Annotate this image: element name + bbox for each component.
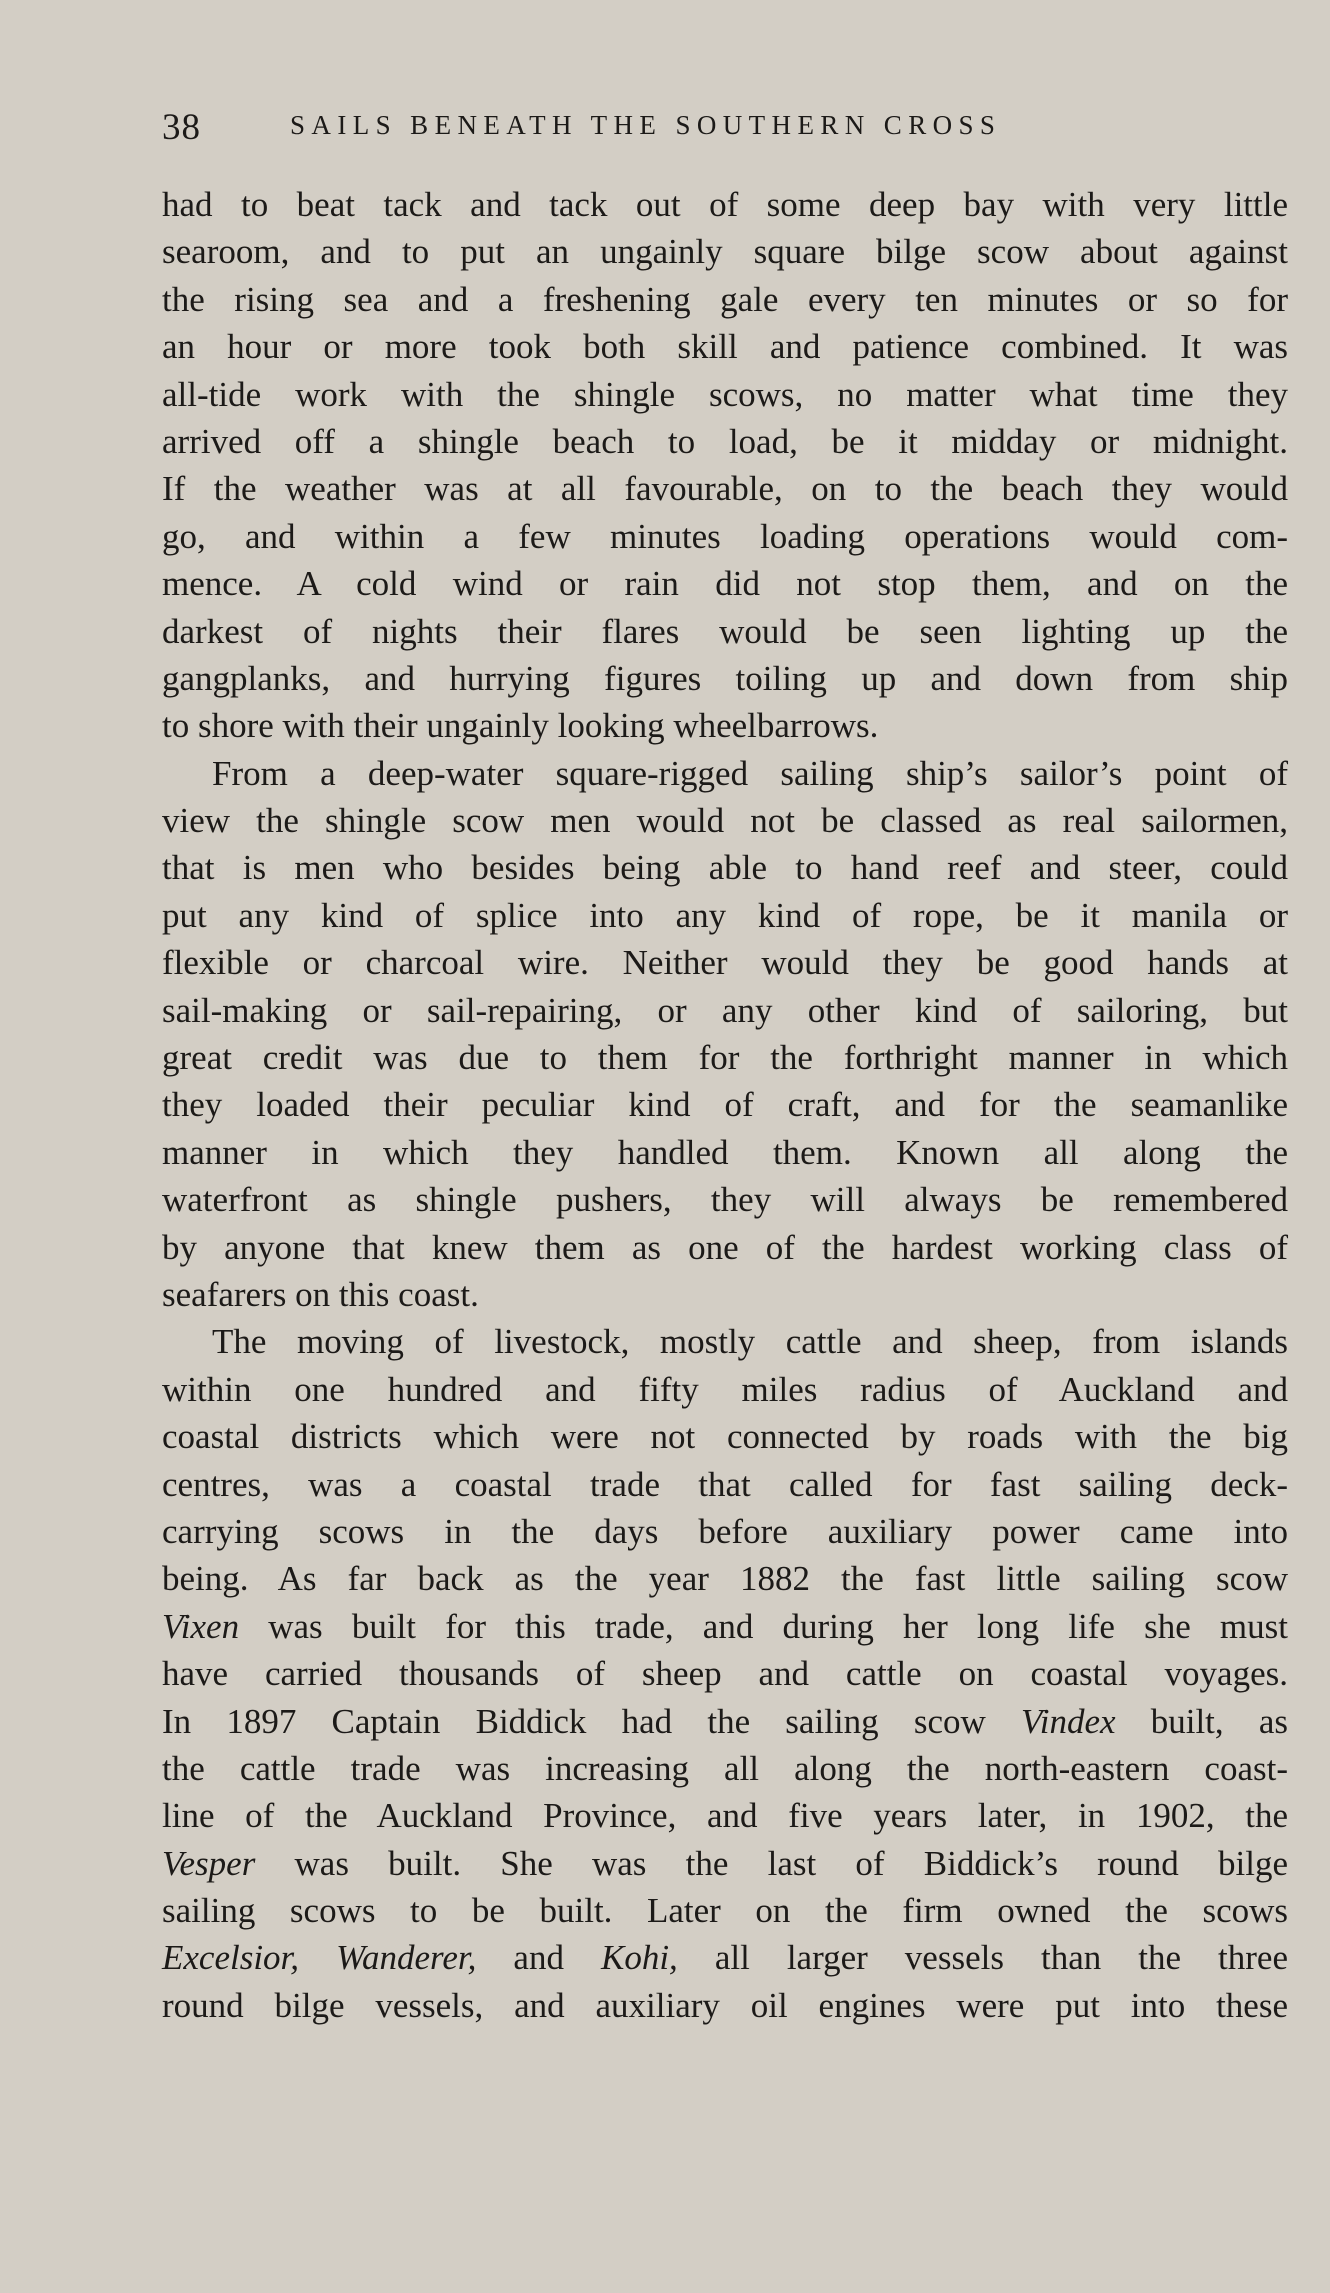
text-line [162, 1176, 1288, 1223]
text-line [162, 608, 1288, 655]
text-line [162, 418, 1288, 465]
italic-text: Vixen [162, 1606, 240, 1646]
text-run: round bilge vessels, and auxiliary oil engines were put into these [162, 1985, 1288, 2025]
text-line [162, 1271, 1288, 1318]
text-run: sail-making or sail-repairing, or any other kind of sailoring, but [162, 990, 1288, 1030]
italic-text: Vesper [162, 1843, 256, 1883]
text-run: manner in which they handled them. Known all along the [162, 1132, 1288, 1172]
text-run: view the shingle scow men would not be classed as real sailormen, [162, 801, 1288, 841]
text-run: and [476, 1938, 601, 1978]
text-run: have carried thousands of sheep and cattle on coastal voyages. [162, 1654, 1288, 1694]
text-run: waterfront as shingle pushers, they will always be remembered [162, 1180, 1288, 1220]
text-run: was built for this trade, and during her long life she must [239, 1606, 1288, 1646]
text-line [162, 1603, 1288, 1650]
text-line [162, 1461, 1288, 1508]
text-run: put any kind of splice into any kind of rope, be it manila or [162, 895, 1288, 935]
text-line [162, 1650, 1288, 1697]
text-line [162, 892, 1288, 939]
text-line [162, 1792, 1288, 1839]
text-run: the cattle trade was increasing all along the north-eastern coast- [162, 1748, 1288, 1788]
text-run: mence. A cold wind or rain did not stop them, and on the [162, 564, 1288, 604]
text-line [162, 1413, 1288, 1460]
text-line [162, 1034, 1288, 1081]
body-text [162, 181, 1288, 2029]
text-run: was built. She was the last of Biddick’s round bilge [255, 1843, 1288, 1883]
text-line [162, 560, 1288, 607]
text-line [162, 1982, 1288, 2029]
text-run: seafarers on this coast. [162, 1274, 479, 1314]
running-head [162, 106, 1232, 156]
italic-text: Vindex [1020, 1701, 1116, 1741]
page-number: 38 [162, 107, 201, 148]
text-run: by anyone that knew them as one of the hardest working class of [162, 1227, 1288, 1267]
text-run: within one hundred and fifty miles radius of Auckland and [162, 1369, 1288, 1409]
text-run: an hour or more took both skill and patience combined. It was [162, 327, 1288, 367]
paragraph [162, 1318, 1288, 2029]
text-line [162, 181, 1288, 228]
text-line [162, 987, 1288, 1034]
text-run: being. As far back as the year 1882 the fast little sailing scow [162, 1559, 1288, 1599]
text-line [162, 513, 1288, 560]
text-run: The moving of livestock, mostly cattle and sheep, from islands [212, 1322, 1288, 1362]
text-run: the rising sea and a freshening gale every ten minutes or so for [162, 279, 1288, 319]
text-line [162, 1745, 1288, 1792]
text-run: darkest of nights their flares would be seen lighting up the [162, 611, 1288, 651]
text-run: all larger vessels than the three [677, 1938, 1288, 1978]
text-run: flexible or charcoal wire. Neither would they be good hands at [162, 943, 1288, 983]
paragraph [162, 750, 1288, 1319]
text-line [162, 1366, 1288, 1413]
text-line [162, 323, 1288, 370]
text-line [162, 1129, 1288, 1176]
italic-text: Kohi, [600, 1938, 678, 1978]
text-line [162, 1934, 1288, 1981]
text-run: line of the Auckland Province, and five years later, in 1902, the [162, 1796, 1288, 1836]
text-run: sailing scows to be built. Later on the firm owned the scows [162, 1891, 1288, 1931]
text-line [162, 702, 1288, 749]
text-run: If the weather was at all favourable, on to the beach they would [162, 469, 1288, 509]
text-run: gangplanks, and hurrying figures toiling up and down from ship [162, 658, 1288, 698]
text-line [162, 1887, 1288, 1934]
text-run: built, as [1115, 1701, 1288, 1741]
text-run: coastal districts which were not connected by roads with the big [162, 1417, 1288, 1457]
text-line [162, 1318, 1288, 1365]
text-line [162, 1224, 1288, 1271]
paragraph [162, 181, 1288, 750]
text-line [162, 1555, 1288, 1602]
text-run: all-tide work with the shingle scows, no matter what time they [162, 374, 1288, 414]
text-run: they loaded their peculiar kind of craft, and for the seamanlike [162, 1085, 1288, 1125]
text-run: had to beat tack and tack out of some deep bay with very little [162, 185, 1288, 224]
text-line [162, 1081, 1288, 1128]
text-run: go, and within a few minutes loading operations would com- [162, 516, 1288, 556]
text-line [162, 655, 1288, 702]
text-run: that is men who besides being able to hand reef and steer, could [162, 848, 1288, 888]
text-run: to shore with their ungainly looking wheelbarrows. [162, 706, 879, 746]
italic-text: Excelsior, Wanderer, [162, 1938, 477, 1978]
text-run: arrived off a shingle beach to load, be it midday or midnight. [162, 421, 1288, 461]
text-line [162, 276, 1288, 323]
text-run: carrying scows in the days before auxiliary power came into [162, 1511, 1288, 1551]
text-run: searoom, and to put an ungainly square bilge scow about against [162, 232, 1288, 272]
text-line [162, 228, 1288, 275]
text-line [162, 465, 1288, 512]
text-run: centres, was a coastal trade that called for fast sailing deck- [162, 1464, 1288, 1504]
text-line [162, 939, 1288, 986]
running-title: SAILS BENEATH THE SOUTHERN CROSS [290, 110, 1002, 140]
text-line [162, 371, 1288, 418]
text-run: From a deep-water square-rigged sailing ship’s sailor’s point of [212, 753, 1288, 793]
text-line [162, 1698, 1288, 1745]
text-line [162, 1508, 1288, 1555]
text-line [162, 750, 1288, 797]
text-line [162, 1840, 1288, 1887]
text-run: great credit was due to them for the forthright manner in which [162, 1038, 1288, 1078]
text-line [162, 797, 1288, 844]
text-line [162, 844, 1288, 891]
text-run: In 1897 Captain Biddick had the sailing scow [162, 1701, 1021, 1741]
